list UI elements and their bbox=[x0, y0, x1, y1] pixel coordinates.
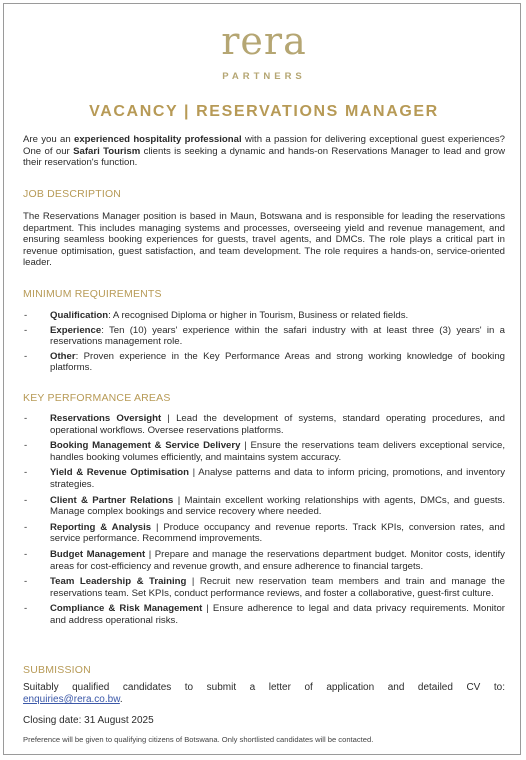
closing-date: Closing date: 31 August 2025 bbox=[23, 715, 154, 726]
intro-bold-1: experienced hospitality professional bbox=[74, 134, 242, 145]
list-item: - Reporting & Analysis | Produce occupancy and revenue reports. Track KPIs, conversion rates, and service performance. Recommend improvements. bbox=[24, 521, 505, 545]
vacancy-poster bbox=[3, 3, 521, 755]
list-item: - Budget Management | Prepare and manage the reservations department budget. Monitor costs, identify areas for cost-efficiency and revenue growth, and ensure adherence to financial targets. bbox=[24, 548, 505, 572]
intro-text-2: with a passion for delivering exceptional guest experiences? One of our bbox=[23, 134, 505, 157]
kpa-heading: KEY PERFORMANCE AREAS bbox=[23, 392, 171, 404]
logo-subtitle: PARTNERS bbox=[222, 71, 306, 82]
list-item: - Compliance & Risk Management | Ensure adherence to legal and data privacy requirements. Monitor and address operational risks. bbox=[24, 603, 505, 626]
list-item: - Experience: Ten (10) years' experience within the safari industry with at least three (3) years' in a reservations management role. bbox=[24, 324, 505, 348]
requirements-heading: MINIMUM REQUIREMENTS bbox=[23, 288, 162, 300]
kpa-list bbox=[23, 413, 505, 627]
submission-heading: SUBMISSION bbox=[23, 664, 91, 676]
list-item: - Booking Management & Service Delivery | Ensure the reservations team delivers exceptional service, handles booking volumes efficiently, and maintains system accuracy. bbox=[24, 440, 506, 463]
email-link[interactable]: enquiries@rera.co.bw bbox=[23, 694, 120, 705]
list-item: - Other: Proven experience in the Key Performance Areas and strong working knowledge of booking platforms. bbox=[24, 350, 505, 374]
intro-paragraph bbox=[23, 134, 505, 169]
intro-bold-2: Safari Tourism bbox=[73, 145, 141, 157]
job-description-text: The Reservations Manager position is based in Maun, Botswana and is responsible for leading the reservations department. This includes managing systems and processes, overseeing yield and revenue management, and ensuring seamless booking experiences for guests, travel agents, and DMCs. The role plays a critical part in revenue optimisation, guest satisfaction, and team development. The role requires a hands-on, service-oriented leader. bbox=[23, 211, 505, 269]
list-item: - Team Leadership & Training | Recruit new reservation team members and train and manage the reservations team. Set KPIs, conduct performance reviews, and foster a collaborative, guest-first culture. bbox=[24, 576, 505, 599]
intro-text-3: clients is seeking a dynamic and hands-on Reservations Manager to lead and grow their reservation's function. bbox=[23, 145, 506, 169]
list-item: - Client & Partner Relations | Maintain excellent working relationships with agents, DMCs, and guests. Manage complex bookings and service recovery where needed. bbox=[24, 494, 505, 518]
submission-email-line: enquiries@rera.co.bw. bbox=[23, 694, 123, 705]
rera-logo: rera bbox=[221, 19, 307, 63]
list-item: - Reservations Oversight | Lead the development of systems, standard operating procedures, and operational workflows. Oversee reservations platforms. bbox=[24, 413, 505, 436]
job-description-heading: JOB DESCRIPTION bbox=[23, 188, 122, 200]
submission-text: Suitably qualified candidates to submit a letter of application and detailed CV to: bbox=[23, 682, 505, 693]
footnote: Preference will be given to qualifying citizens of Botswana. Only shortlisted candidates will be contacted. bbox=[23, 735, 374, 744]
list-item: - Yield & Revenue Optimisation | Analyse patterns and data to inform pricing, promotions, and inventory strategies. bbox=[24, 467, 505, 490]
intro-text-1: Are you an bbox=[23, 134, 75, 145]
page-title: VACANCY | RESERVATIONS MANAGER bbox=[89, 103, 439, 120]
requirements-list bbox=[23, 310, 505, 374]
list-item: - Qualification: A recognised Diploma or higher in Tourism, Business or related fields. bbox=[24, 310, 409, 321]
